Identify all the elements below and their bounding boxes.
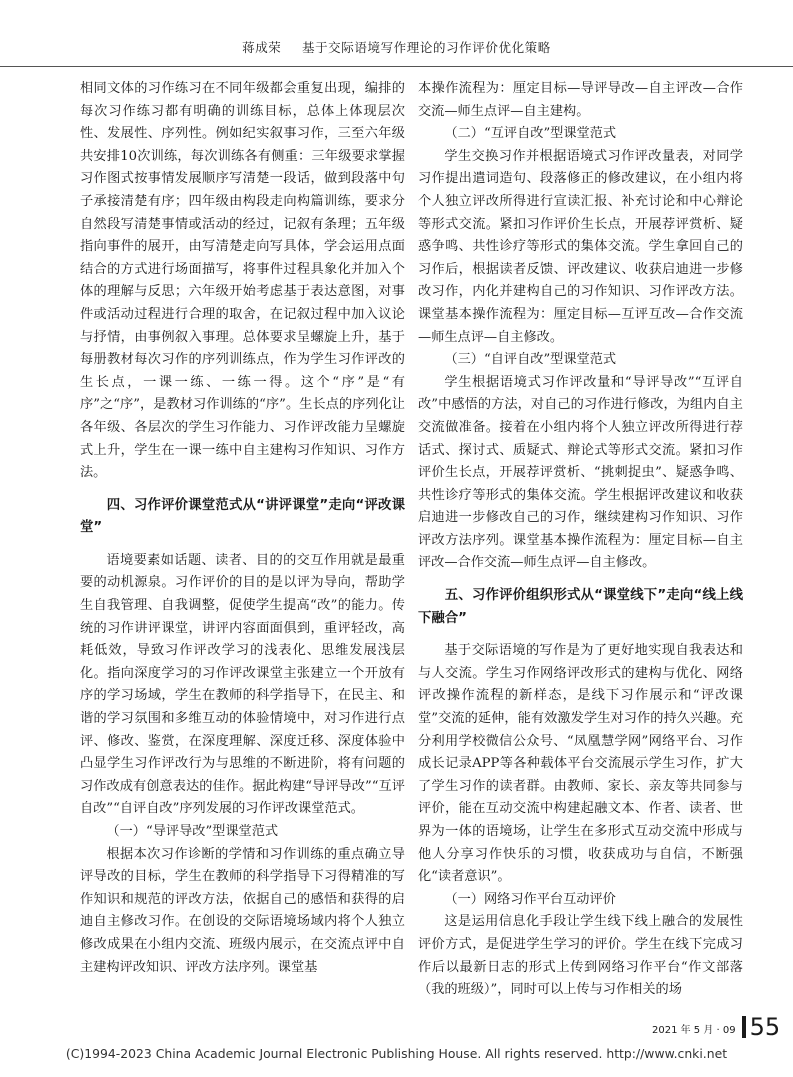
subsection-heading: （二）“互评自改”型课堂范式: [444, 126, 617, 142]
right-column: [418, 78, 743, 1002]
left-column: [80, 78, 405, 979]
page-number: 55: [749, 1013, 781, 1041]
copyright-footer: (C)1994-2023 China Academic Journal Electronic Publishing House. All rights reserved. http://www.cnki.net: [65, 1046, 728, 1061]
section-heading-5: 五、习作评价组织形式从“课堂线下”走向“线上线下融合”: [418, 588, 743, 626]
paragraph: 学生根据语境式习作评改量和“导评导改”“互评自改”中感悟的方法，对自己的习作进行修改，为组内自主交流做准备。接着在小组内将个人独立评改所得进行荐话式、探讨式、质疑式、辩论式等形式交流。紧扣习作评价生长点，开展荐评赏析、“挑刺捉虫”、疑惑争鸣、共性诊疗等形式的集体交流。学生根据评改建议和收获启迪进一步修改自己的习作，继续建构习作知识、习作评改方法序列。课堂基本操作流程为：厘定目标—自主评改—合作交流—师生点评—自主修改。: [418, 374, 743, 571]
paragraph: 基于交际语境的写作是为了更好地实现自我表达和与人交流。学生习作网络评改形式的建构与优化、网络评改操作流程的新样态，是线下习作展示和“评改课堂”交流的延伸，能有效激发学生对习作的持久兴趣。充分利用学校微信公众号、“凤凰慧学网”网络平台、习作成长记录APP等各种载体平台交流展示学生习作，扩大了学生习作的读者群。由教师、家长、亲友等共同参与评价，能在互动交流中构建起融文本、作者、读者、世界为一体的语境场，让学生在多形式互动交流中形成与他人分享习作快乐的习惯，收获成功与自信，不断强化“读者意识”。: [418, 643, 743, 885]
paragraph: 根据本次习作诊断的学情和习作训练的重点确立导评导改的目标，学生在教师的科学指导下习得精准的写作知识和规范的评改方法，依据自己的感悟和获得的启迪自主修改习作。在创设的交际语境场域内将个人独立修改成果在小组内交流、班级内展示，在交流点评中自主建构评改知识、评改方法序列。课堂基: [80, 846, 405, 975]
section-heading-4: 四、习作评价课堂范式从“讲评课堂”走向“评改课堂”: [80, 497, 405, 536]
paragraph: 本操作流程为：厘定目标—导评导改—自主评改—合作交流—师生点评—自主建构。: [418, 81, 743, 119]
header-title: 基于交际语境写作理论的习作评价优化策略: [301, 40, 551, 55]
paragraph: 学生交换习作并根据语境式习作评改量表，对同学习作提出遣词造句、段落修正的修改建议，在小组内将个人独立评改所得进行宣读汇报、补充讨论和中心辩论等形式交流。紧扣习作评价生长点，开展荐评赏析、疑惑争鸣、共性诊疗等形式的集体交流。学生拿回自己的习作后，根据读者反馈、评改建议、收获启迪进一步修改习作，内化并建构自己的习作知识、习作评改方法。课堂基本操作流程为：厘定目标—互评互改—合作交流—师生点评—自主修改。: [418, 148, 743, 345]
header-author: 蒋成荣: [242, 40, 282, 55]
subsection-heading: （三）“自评自改”型课堂范式: [444, 352, 617, 368]
page-number-block: [652, 1013, 781, 1041]
issue-date: 2021 年 5 月 · 09: [652, 1025, 736, 1036]
subsection-heading: （一）网络习作平台互动评价: [444, 891, 616, 907]
page-number-bar: [742, 1016, 746, 1038]
paragraph: 相同文体的习作练习在不同年级都会重复出现，编排的每次习作练习都有明确的训练目标，总体上体现层次性、发展性、序列性。例如纪实叙事习作，三至六年级共安排10次训练，每次训练各有侧重：三年级要求掌握习作图式按事情发展顺序写清楚一段话，做到段落中句子承接清楚有序；四年级由构段走向构篇训练，要求分自然段写清楚事情或活动的经过，记叙有条理；五年级指向事件的展开，由写清楚走向写具体，学会运用点面结合的方式进行场面描写，将事件过程具象化并加入个体的理解与反思；六年级开始考虑基于表达意图，对事件或活动过程进行合理的取舍，在记叙过程中加入议论与抒情，由事例叙入事理。总体要求呈螺旋上升，基于每册教材每次习作的序列训练点，作为学生习作评改的生长点，一课一练、一练一得。这个“序”是“有序”之“序”，是教材习作训练的“序”。生长点的序列化让各年级、各层次的学生习作能力、习作评改能力呈螺旋式上升，学生在一课一练中自主建构习作知识、习作方法。: [80, 81, 405, 481]
paragraph: 语境要素如话题、读者、目的的交互作用就是最重要的动机源泉。习作评价的目的是以评为导向，帮助学生自我管理、自我调整，促使学生提高“改”的能力。传统的习作讲评课堂，讲评内容面面俱到，重评轻改，高耗低效，导致习作评改学习的浅表化、思维发展浅层化。指向深度学习的习作评改课堂主张建立一个开放有序的学习场域，学生在教师的科学指导下，在民主、和谐的学习氛围和多维互动的体验情境中，对习作进行点评、修改、鉴赏，在深度理解、深度迁移、深度体验中凸显学生习作评改行为与思维的不断进阶，将有问题的习作改成有创意表达的佳作。据此构建“导评导改”“互评自改”“自评自改”序列发展的习作评改课堂范式。: [80, 552, 405, 817]
paragraph: 这是运用信息化手段让学生线下线上融合的发展性评价方式，是促进学生学习的评价。学生在线下完成习作后以最新日志的形式上传到网络习作平台“作文部落（我的班级）”，同时可以上传与习作相关的场: [418, 914, 743, 998]
running-header: [0, 38, 793, 67]
subsection-heading: （一）“导评导改”型课堂范式: [106, 824, 279, 839]
